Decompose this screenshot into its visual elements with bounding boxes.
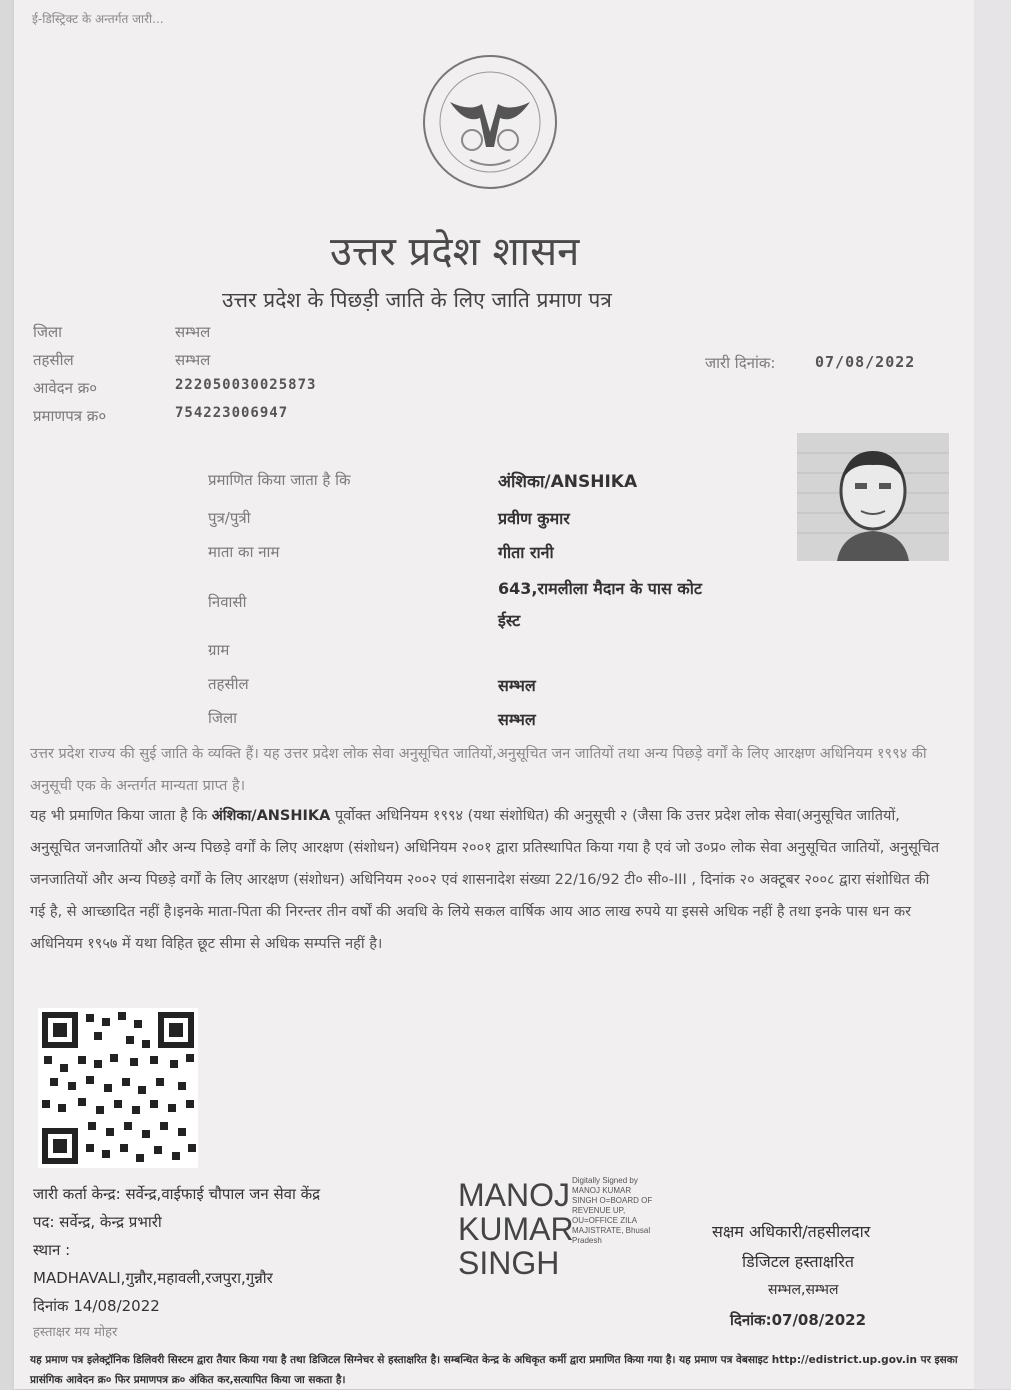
issuer-post: पद: सर्वेन्द्र, केन्द्र प्रभारी (33, 1213, 162, 1231)
sig-detail-1: Digitally Signed by (572, 1176, 638, 1185)
paragraph2-name: अंशिका/ANSHIKA (211, 808, 331, 824)
address-line-1: 643,रामलीला मैदान के पास कोट (498, 579, 702, 598)
applicant-name: अंशिका/ANSHIKA (498, 472, 638, 492)
signature-details (572, 1176, 652, 1246)
sig-detail-3: SINGH O=BOARD OF (572, 1196, 653, 1205)
authority-title: सक्षम अधिकारी/तहसीलदार (712, 1222, 871, 1241)
details-tehsil-value: सम्भल (498, 676, 536, 695)
meta-district-label: जिला (33, 323, 63, 341)
issuer-center: जारी कर्ता केन्द्र: सर्वेन्द्र,वाईफाई चौपाल जन सेवा केंद्र (33, 1185, 321, 1203)
resident-label: निवासी (208, 593, 247, 611)
sig-detail-6: MAJISTRATE, Bhusal (572, 1226, 651, 1235)
details-district-label: जिला (208, 709, 238, 727)
certified-label: प्रमाणित किया जाता है कि (208, 471, 351, 489)
signer-name-1: MANOJ (458, 1177, 570, 1213)
meta-tehsil-label: तहसील (33, 351, 74, 369)
paragraph2-body: पूर्वोक्त अधिनियम १९९४ (यथा संशोधित) की अनुसूची २ (जैसा कि उत्तर प्रदेश लोक सेवा(अनुसूचित जातियों, अनुसूचित जनजातियों और अन्य पिछड़े वर्गों के लिए आरक्षण (संशोधन) अधिनियम २००१ द्वारा प्रतिस्थापित किया गया है एवं जो उ०प्र० लोक सेवा अनुसूचित जातियों, अनुसूचित जनजातियों और अन्य पिछड़े वर्गों के लिए आरक्षण (संशोधन) अधिनियम २००२ एवं शासनादेश संख्या 22/16/92 टी० सी०-III , दिनांक २० अक्टूबर २००८ द्वारा संशोधित की गई है, से आच्छादित नहीं है।इनके माता-पिता की निरन्तर तीन वर्षों की अवधि के लिये सकल वार्षिक आय आठ लाख रुपये या इससे अधिक नहीं है तथा इनके पास धन कर अधिनियम १९५७ में यथा विहित छूट सीमा से अधिक सम्पत्ति नहीं है। (30, 808, 940, 952)
digital-signature (458, 1178, 574, 1280)
page-edge (974, 0, 1011, 1389)
details-district-value: सम्भल (498, 710, 536, 729)
details-tehsil-label: तहसील (208, 675, 249, 693)
application-number: 222050030025873 (175, 377, 317, 393)
mother-name: गीता रानी (498, 543, 554, 562)
paragraph-creamy-layer (30, 800, 945, 960)
village-label: ग्राम (208, 641, 230, 659)
father-name: प्रवीण कुमार (498, 509, 570, 528)
father-label: पुत्र/पुत्री (208, 509, 251, 527)
qr-code (38, 1008, 198, 1168)
certificate-number: 754223006947 (175, 405, 289, 421)
paragraph2-prefix: यह भी प्रमाणित किया जाता है कि (30, 808, 208, 824)
paragraph-caste-statement: उत्तर प्रदेश राज्य की सुई जाति के व्यक्ति हैं। यह उत्तर प्रदेश लोक सेवा अनुसूचित जातियों,अनुसूचित जन जातियों तथा अन्य पिछड़े वर्गों के लिए आरक्षण अधिनियम १९९४ की अनुसूची एक के अन्तर्गत मान्यता प्राप्त है। (30, 746, 927, 794)
top-note: ई-डिस्ट्रिक्ट के अन्तर्गत जारी... (32, 12, 164, 26)
authority-signed: डिजिटल हस्ताक्षरित (742, 1252, 854, 1271)
mother-label: माता का नाम (208, 543, 280, 561)
document-subtitle: उत्तर प्रदेश के पिछड़ी जाति के लिए जाति प्रमाण पत्र (222, 288, 612, 312)
issue-date-label: जारी दिनांक: (705, 354, 776, 372)
footer-verification-note: यह प्रमाण पत्र इलेक्ट्रॉनिक डिलिवरी सिस्टम द्वारा तैयार किया गया है तथा डिजिटल सिग्नेचर से हस्ताक्षरित है। सम्बन्धित केन्द्र के अधिकृत कर्मी द्वारा प्रमाणित किया गया है। यह प्रमाण पत्र वेबसाइट http://edistrict.up.gov.in पर इसका प्रासंगिक आवेदन क्र० फिर प्रमाणपत्र क्र० अंकित कर,सत्यापित किया जा सकता है। (30, 1354, 958, 1386)
meta-tehsil-value: सम्भल (175, 351, 211, 369)
portrait-image (797, 433, 949, 561)
sig-detail-4: REVENUE UP, (572, 1206, 626, 1215)
address-line-2: ईस्ट (498, 611, 521, 630)
issue-date: 07/08/2022 (815, 353, 916, 371)
applicant-photo (797, 433, 949, 561)
up-government-seal (420, 52, 560, 192)
signer-name-2: KUMAR (458, 1211, 574, 1247)
sig-detail-2: MANOJ KUMAR (572, 1186, 632, 1195)
meta-district-value: सम्भल (175, 323, 211, 341)
document-title: उत्तर प्रदेश शासन (330, 229, 580, 275)
authority-date: दिनांक:07/08/2022 (730, 1311, 867, 1329)
sig-detail-5: OU=OFFICE ZILA (572, 1216, 638, 1225)
issuer-sign-note: हस्ताक्षर मय मोहर (33, 1325, 118, 1340)
meta-application-label: आवेदन क्र० (33, 379, 98, 397)
issuer-date: दिनांक 14/08/2022 (33, 1297, 160, 1315)
authority-place: सम्भल,सम्भल (768, 1282, 839, 1298)
issuer-place-label: स्थान : (33, 1241, 71, 1259)
issuer-place: MADHAVALI,गुन्नौर,महावली,रजपुरा,गुन्नौर (33, 1269, 273, 1287)
meta-certificate-label: प्रमाणपत्र क्र० (33, 407, 107, 425)
signer-name-3: SINGH (458, 1245, 560, 1281)
sig-detail-7: Pradesh (572, 1236, 602, 1245)
